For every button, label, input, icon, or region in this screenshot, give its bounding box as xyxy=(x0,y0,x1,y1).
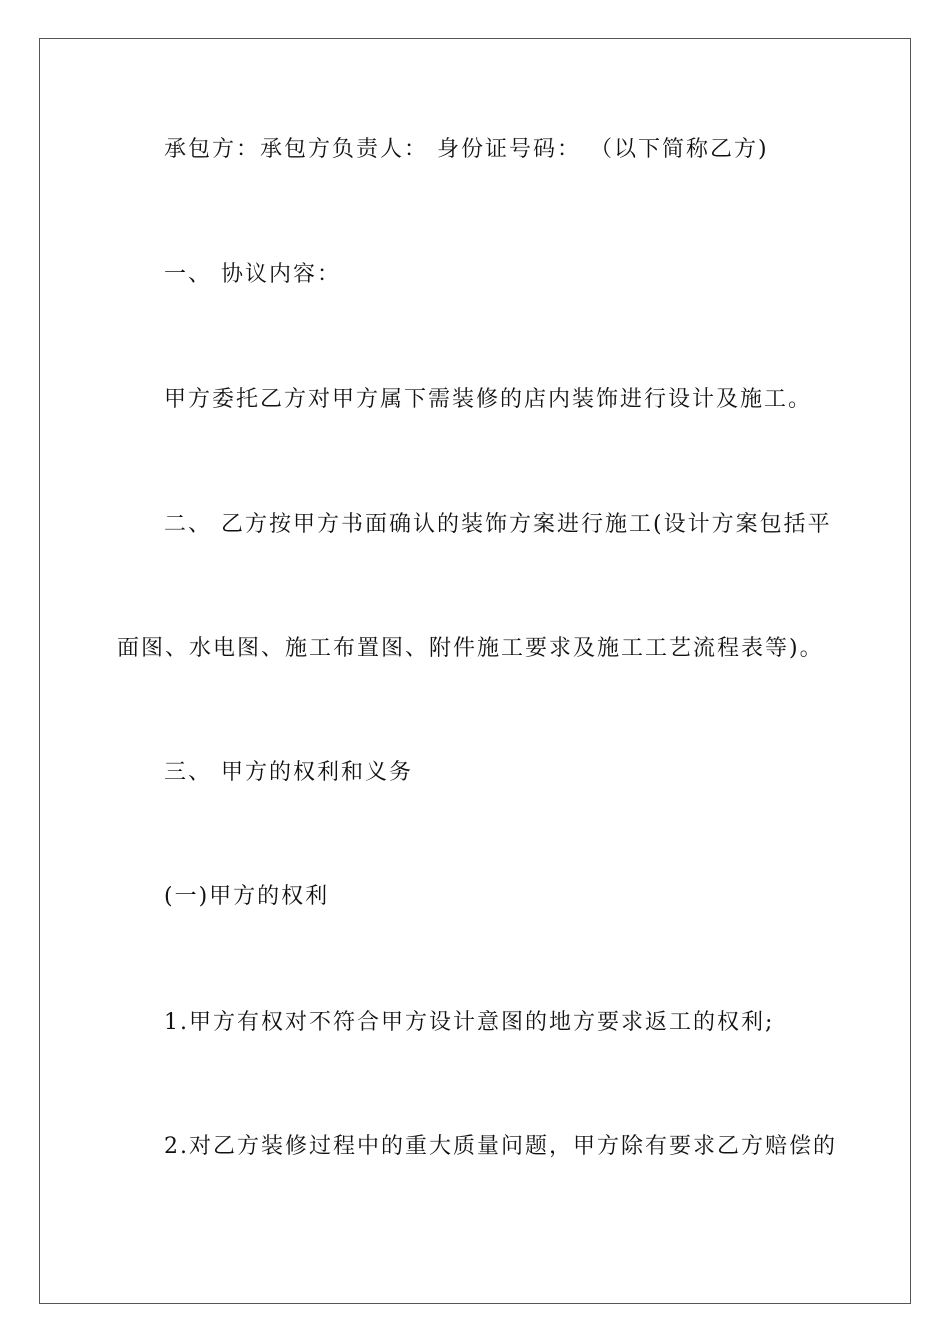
page-frame xyxy=(39,38,911,1304)
agreement-content-paragraph: 甲方委托乙方对甲方属下需装修的店内装饰进行设计及施工。 xyxy=(164,387,813,412)
section-three-heading: 三、 甲方的权利和义务 xyxy=(164,760,413,785)
section-two-line-1: 二、 乙方按甲方书面确认的装饰方案进行施工(设计方案包括平 xyxy=(164,512,832,537)
rights-item-2: 2.对乙方装修过程中的重大质量问题，甲方除有要求乙方赔偿的 xyxy=(164,1134,837,1159)
contractor-info-line: 承包方：承包方负责人： 身份证号码： （以下简称乙方) xyxy=(164,137,769,162)
section-two-line-2: 面图、水电图、施工布置图、附件施工要求及施工工艺流程表等)。 xyxy=(117,636,824,661)
rights-item-1: 1.甲方有权对不符合甲方设计意图的地方要求返工的权利; xyxy=(164,1010,775,1035)
section-one-heading: 一、 协议内容： xyxy=(164,262,341,287)
party-a-rights-subheading: (一)甲方的权利 xyxy=(164,884,330,909)
